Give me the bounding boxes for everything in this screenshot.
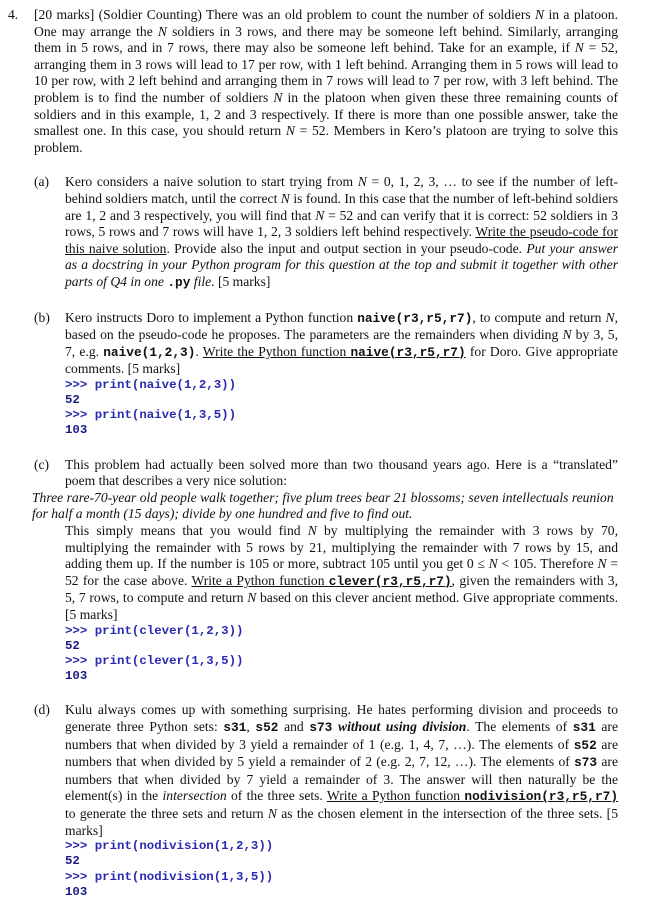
part-b — [8, 310, 618, 439]
part-a — [8, 174, 618, 291]
repl-output: 52 — [65, 638, 80, 653]
repl-output: 103 — [65, 884, 88, 899]
part-b-examples — [65, 378, 618, 439]
question-intro: [20 marks] (Soldier Counting) There was an old problem to count the number of soldiers N in a platoon. One may arrange the N soldiers in 3 rows, and there may be someone left behind. Similarly, arranging them in 5 rows, and in 7 rows, there may also be someone left behind. Take for an example, if N = 52, arranging them in 3 rows will lead to 17 per row, with 1 left behind. Arranging them in 5 rows will lead to 10 per row, with 2 left behind and arranging them in 7 rows will lead to 7 per row, with 3 left behind. The problem is to find the number of soldiers N in the platoon when given these three remaining counts of soldiers and in this example, 1, 2 and 3 respectively. If there is more than one possible answer, take the smallest one. In this case, you should return N = 52. Members in Kero’s platoon are trying to solve this problem. — [34, 7, 618, 155]
part-a-label: (a) — [34, 174, 50, 190]
part-b-label: (b) — [34, 309, 50, 325]
part-c-examples — [65, 624, 618, 685]
part-c — [8, 457, 618, 685]
question-4 — [8, 7, 618, 900]
repl-prompt: >>> print(nodivision(1,3,5)) — [65, 869, 274, 884]
repl-output: 52 — [65, 393, 80, 408]
repl-output: 52 — [65, 854, 80, 869]
repl-prompt: >>> print(clever(1,2,3)) — [65, 623, 244, 638]
repl-prompt: >>> print(naive(1,3,5)) — [65, 408, 237, 423]
poem: Three rare-70-year old people walk together; five plum trees bear 21 blossoms; seven intellectuals reunion for half a month (15 days); divide by one hundred and five to find out. — [32, 489, 614, 522]
part-d-label: (d) — [34, 702, 50, 718]
part-b-text: Kero instructs Doro to implement a Python function naive(r3,r5,r7), to compute and return N, based on the pseudo-code he proposes. The parameters are the remainders when dividing N by 3, 5, 7, e.g. naive(1,2,3). Write the Python function naive(r3,r5,r7) for Doro. Give appropriate comments. [5 marks] — [65, 309, 619, 377]
part-c-text-2: This simply means that you would find N by multiplying the remainder with 3 rows by 70, multiplying the remainder with 5 rows by 21, multiplying the remainder with 7 rows by 15, and adding them up. If the number is 105 or more, subtract 105 until you get 0 ≤ N < 105. Therefore N = 52 for the case above. Write a Python function clever(r3,r5,r7), given the remainders with 3, 5, 7 rows, to compute and return N based on this clever ancient method. Give appropriate comments. [5 marks] — [65, 523, 619, 623]
part-d-text: Kulu always comes up with something surprising. He hates performing division and proceeds to generate three Python sets: s31, s52 and s73 without using division. The elements of s31 are numbers that when divided by 3 yield a remainder of 1 (e.g. 1, 4, 7, …). The elements of s52 are numbers that when divided by 5 yield a remainder of 2 (e.g. 2, 7, 12, …). The elements of s73 are numbers that when divided by 7 yield a remainder of 3. The answer will then naturally be the element(s) in the intersection of the three sets. Write a Python function nodivision(r3,r5,r7) to generate the three sets and return N as the chosen element in the intersection of the three sets. [5 marks] — [65, 702, 619, 838]
part-c-label: (c) — [34, 456, 50, 472]
question-number: 4. — [8, 7, 19, 22]
part-a-text: Kero considers a naive solution to start trying from N = 0, 1, 2, 3, … to see if the number of left-behind soldiers match, until the correct N is found. In this case that the number of left-behind soldiers are 1, 2 and 3 respectively, you will find that N = 52 and can verify that it is correct: 52 soldiers in 3 rows, 5 rows and 7 rows will have 1, 2, 3 soldiers left behind respectively. Write the pseudo-code for this naive solution. Provide also the input and output section in your pseudo-code. Put your answer as a docstring in your Python program for this question at the top and submit it together with other parts of Q4 in one .py file. [5 marks] — [65, 174, 619, 290]
repl-prompt: >>> print(nodivision(1,2,3)) — [65, 839, 274, 854]
repl-output: 103 — [65, 669, 88, 684]
part-c-text-1: This problem had actually been solved more than two thousand years ago. Here is a “translated” poem that describes a very nice solution: — [65, 456, 618, 489]
part-d — [8, 702, 618, 900]
repl-prompt: >>> print(naive(1,2,3)) — [65, 377, 237, 392]
repl-prompt: >>> print(clever(1,3,5)) — [65, 654, 244, 669]
repl-output: 103 — [65, 423, 88, 438]
part-d-examples — [65, 839, 618, 900]
